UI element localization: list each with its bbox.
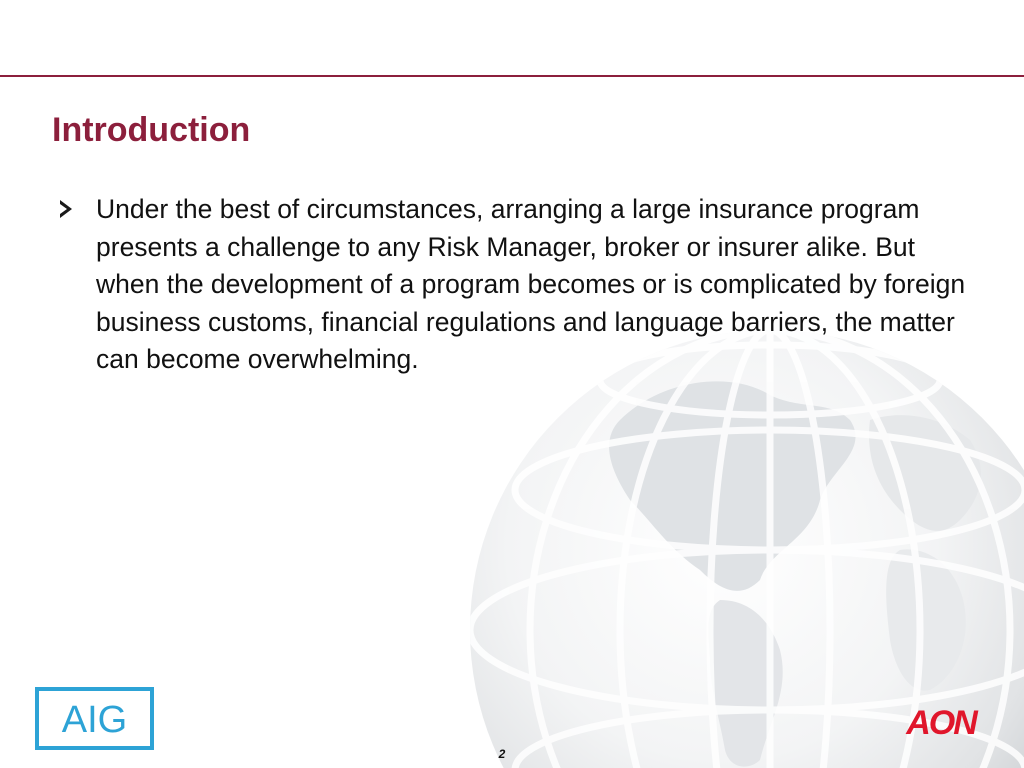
aig-logo [35, 687, 154, 750]
bullet-list [58, 191, 968, 379]
aig-logo-text: AIG [61, 699, 128, 741]
bullet-text: Under the best of circumstances, arranging a large insurance program presents a challenge to any Risk Manager, broker or insurer alike. But when the development of a program becomes or is complicated by foreign business customs, financial regulations and language barriers, the matter can become overwhelming. [96, 194, 966, 374]
aon-logo-text: AON [906, 704, 976, 740]
page-number: 2 [498, 747, 506, 761]
aon-logo [896, 702, 986, 740]
arrow-bullet-icon [58, 198, 74, 220]
header-divider [0, 75, 1024, 77]
bullet-item [58, 191, 968, 379]
slide-title: Introduction [52, 111, 251, 149]
